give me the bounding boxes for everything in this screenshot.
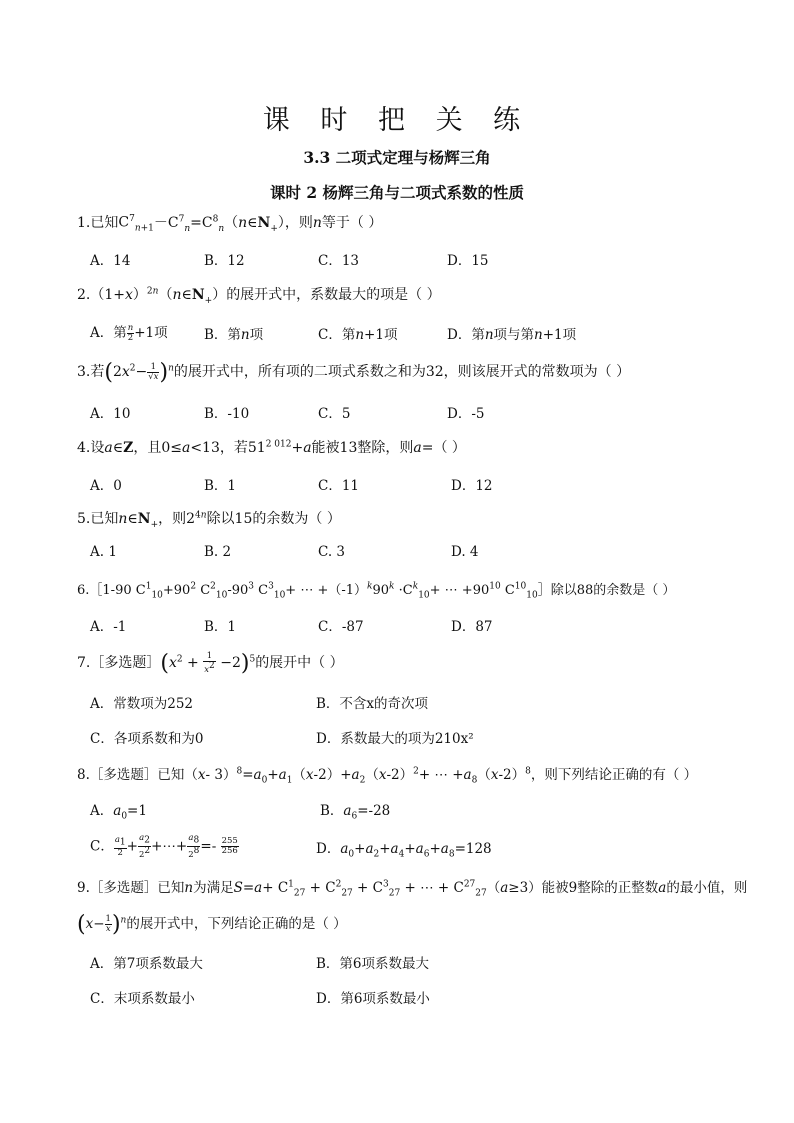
question-1: 1.已知$C^7_{n+1}-C^7_n=C^8_n(n\in N_+)$，则n等于（ ）	[77, 214, 383, 234]
question-4: 4.设a∈Z，且0≤a<13，若$51^{2 012}+a$能被13整除，则a=（ ）	[77, 439, 466, 456]
q4-suffix: 能被13整除，则	[311, 440, 414, 456]
question-3: 3.若($2x^2-$ $\frac{1}{√x}$ )$^n$的展开式中，所有项的二项式系数之和为32，则该展开式的常数项为（ ）	[77, 360, 631, 385]
question-8: 8.［多选题］已知（x- $3)^8=a_0+a_1(x-2)+a_2(x-2)^2+$ ⋯ $+a_8(x-2)^8$，则下列结论正确的有（ ）	[77, 766, 698, 786]
q5-option-d[interactable]: D. 4	[451, 544, 479, 560]
question-5: 5.已知$n\in N_+$，则$2^{4n}$除以15的余数为（ ）	[77, 510, 341, 530]
q4-option-d[interactable]: D．12	[451, 478, 493, 494]
q1-mid: （	[224, 215, 239, 231]
q2-option-b[interactable]: B．第n项	[204, 327, 264, 343]
q5-suffix: 除以15的余数为（ ）	[206, 511, 341, 527]
q3-option-c[interactable]: C．5	[318, 406, 351, 422]
q9-option-a[interactable]: A．第7项系数最大	[90, 956, 203, 972]
q3-option-d[interactable]: D．-5	[447, 406, 485, 422]
q8-suffix: ，则下列结论正确的有（ ）	[530, 767, 698, 783]
q4-option-b[interactable]: B．1	[204, 478, 237, 494]
q9-prefix: 9.［多选题］已知	[77, 880, 185, 896]
q2-option-d[interactable]: D．第n项与第n+1项	[447, 327, 577, 343]
q9-option-d[interactable]: D．第6项系数最小	[316, 991, 430, 1007]
question-6: 6.［1-90 $C^1_{10}+90^2$ $C^2_{10}-90^3$ $C^3_{10}+$ ⋯ $+(-1)^k90^k \cdot C^k_{10}+$ ⋯ $+90^{10}$ $C^{10}_{10}]$除以88的余数是（ ）	[77, 581, 676, 601]
q3-prefix: 3.若	[77, 364, 105, 380]
q8-option-c[interactable]: C． $\frac{a_1}{2}$ + $\frac{a_2}{2^2}$ +⋯+ $\frac{a_8}{2^8}$ =- $\frac{255}{256}$	[90, 833, 238, 860]
q4-option-c[interactable]: C．11	[318, 478, 360, 494]
q1-end: 等于（ ）	[321, 215, 383, 231]
page-title: 课 时 把 关 练	[262, 105, 532, 136]
q6-option-d[interactable]: D．87	[451, 619, 493, 635]
q1-option-b[interactable]: B．12	[204, 253, 245, 269]
q7-option-c[interactable]: C．各项系数和为0	[90, 731, 204, 747]
question-9-line2: (x− $\frac{1}{x}$ )$^n$的展开式中，下列结论正确的是（ ）	[77, 912, 347, 937]
q6-option-c[interactable]: C．-87	[318, 619, 364, 635]
q8-prefix: 8.［多选题］已知（	[77, 767, 198, 783]
q5-option-c[interactable]: C. 3	[318, 544, 346, 560]
question-7: 7.［多选题$](x^2$ + $\frac{1}{x^2}$ −2)$^5$的展开中（ ）	[77, 650, 344, 676]
q1-option-c[interactable]: C．13	[318, 253, 360, 269]
q8-option-a[interactable]: A．$a_0=1$	[90, 803, 147, 822]
q3-option-a[interactable]: A．10	[90, 406, 131, 422]
lesson-title: 课时 2 杨辉三角与二项式系数的性质	[269, 183, 525, 202]
q4-option-a[interactable]: A．0	[90, 478, 122, 494]
q1-option-d[interactable]: D．15	[447, 253, 489, 269]
q5-option-b[interactable]: B. 2	[204, 544, 232, 560]
question-2: $2.(1+x)^{2n}(n\in N_+)$的展开式中，系数最大的项是（ ）	[77, 286, 441, 306]
q5-option-a[interactable]: A. 1	[90, 544, 117, 560]
q9-option-c[interactable]: C．末项系数最小	[90, 991, 195, 1007]
q7-option-b[interactable]: B．不含x的奇次项	[316, 696, 429, 712]
q2-option-a[interactable]: A．第 $\frac{n}{2}$ +1项	[90, 323, 168, 343]
q7-option-d[interactable]: D．系数最大的项为210x²	[316, 731, 474, 747]
section-title: 3.3 二项式定理与杨辉三角	[303, 148, 491, 167]
q9-option-b[interactable]: B．第6项系数最大	[316, 956, 430, 972]
q2-suffix: 的展开式中，系数最大的项是（ ）	[226, 287, 441, 303]
q4-end: =（ ）	[421, 440, 466, 456]
question-9: 9.［多选题］已知n为满足$S=a+ C^1_{27} + C^2_{27} + C^3_{27}$ + ⋯ + $C^{27}_{27}(a\ge 3)$能被9整除的正整数a的最小值，则	[77, 879, 748, 899]
q2-option-c[interactable]: C．第n+1项	[318, 327, 398, 343]
q3-option-b[interactable]: B．-10	[204, 406, 250, 422]
q7-option-a[interactable]: A．常数项为252	[90, 696, 194, 712]
q1-suffix: ），则	[277, 215, 313, 231]
q6-option-b[interactable]: B．1	[204, 619, 237, 635]
q8-option-b[interactable]: B．$a_6=-28$	[320, 803, 391, 822]
q1-prefix: 1.已知	[77, 215, 119, 231]
q2-prefix: 2.（1+	[77, 287, 125, 303]
q3-suffix: 的展开式中，所有项的二项式系数之和为32，则该展开式的常数项为（ ）	[173, 364, 631, 380]
q7-suffix: 的展开中（ ）	[255, 655, 344, 671]
q7-prefix: 7.［多选题］	[77, 655, 161, 671]
q8-option-d[interactable]: D．$a_0+a_2+a_4+a_6+a_8=128$	[316, 841, 492, 860]
q6-option-a[interactable]: A．-1	[90, 619, 127, 635]
q9-line2: 的展开式中，下列结论正确的是（ ）	[126, 916, 347, 932]
q6-suffix: 除以88的余数是（ ）	[550, 583, 676, 598]
q1-option-a[interactable]: A．14	[90, 253, 131, 269]
q4-text: ，且0≤	[133, 440, 182, 456]
